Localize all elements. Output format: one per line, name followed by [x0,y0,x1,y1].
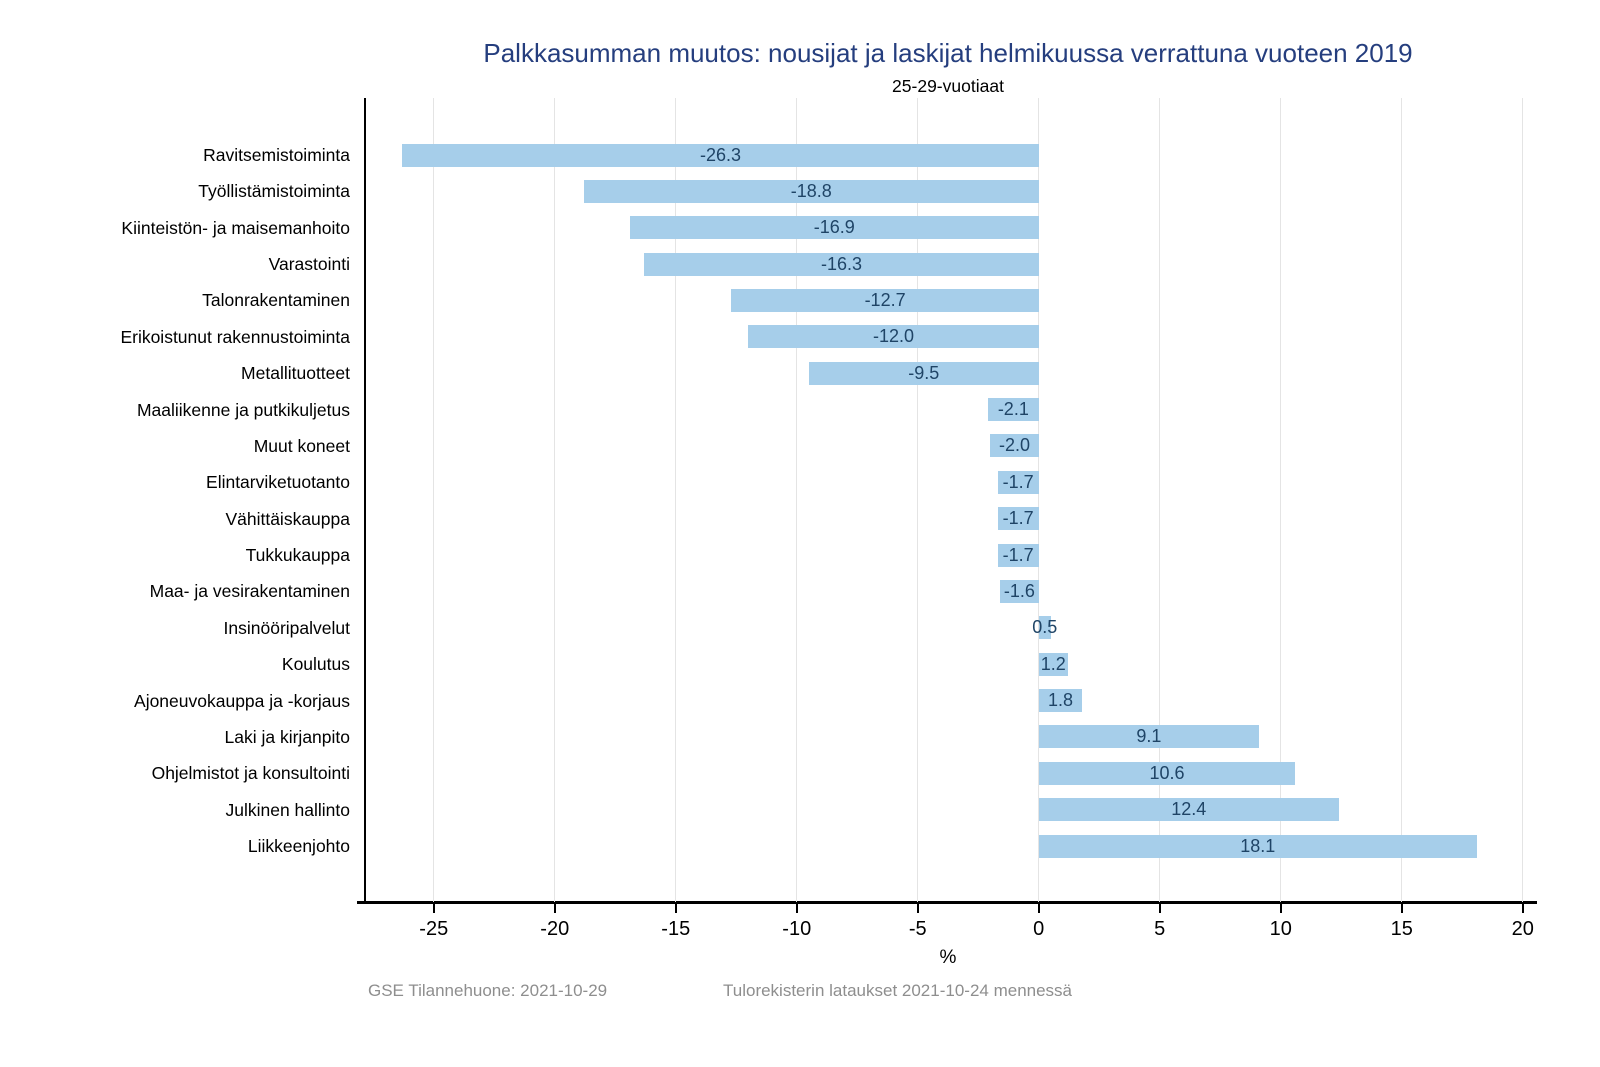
x-tick-label--15: -15 [661,918,691,940]
y-axis-line [364,98,366,903]
category-label: Julkinen hallinto [225,799,350,820]
bar-value-label: 18.1 [1240,835,1276,856]
gridline-x-20 [1522,98,1523,902]
bar-value-label: -1.7 [1002,508,1034,529]
chart-title: Palkkasumman muutos: nousijat ja laskijat helmikuussa verrattuna vuoteen 2019 [483,38,1413,68]
bar-value-label: -18.8 [790,180,832,201]
category-label: Maaliikenne ja putkikuljetus [136,399,350,420]
bar-value-label: 10.6 [1149,762,1185,783]
x-tick-label-5: 5 [1154,918,1166,940]
footer-note-source: GSE Tilannehuone: 2021-10-29 [368,981,608,1000]
x-tick-label-20: 20 [1511,918,1534,940]
x-tick-label--25: -25 [419,918,449,940]
x-axis-title: % [939,947,957,968]
gridline-x-15 [1401,98,1402,902]
x-tick-label--10: -10 [782,918,812,940]
bar-value-label: -1.7 [1002,471,1034,492]
category-label: Metallituotteet [241,363,350,384]
x-tick--10 [796,904,798,913]
x-tick-label--20: -20 [540,918,570,940]
plot-area [366,98,1534,968]
bar-value-label: -2.1 [997,399,1029,420]
category-label: Erikoistunut rakennustoiminta [120,326,350,347]
bar-value-label: 1.2 [1040,653,1066,674]
bar-value-label: -9.5 [908,362,940,383]
category-label: Työllistämistoiminta [198,181,350,202]
bar-value-label: -26.3 [700,144,742,165]
x-tick-5 [1159,904,1161,913]
x-tick-0 [1038,904,1040,913]
bar-value-label: -1.7 [1002,544,1034,565]
bar-value-label: -1.6 [1003,580,1035,601]
category-label: Liikkeenjohto [247,836,350,857]
x-tick--20 [554,904,556,913]
x-tick--25 [433,904,435,913]
x-tick-15 [1401,904,1403,913]
chart-subtitle: 25-29-vuotiaat [892,76,1004,96]
bar-value-label: -12.7 [864,289,906,310]
bar-value-label: -12.0 [873,326,915,347]
bar-value-label: 12.4 [1171,799,1207,820]
x-tick-10 [1280,904,1282,913]
x-tick--5 [917,904,919,913]
bar-value-label: -2.0 [999,435,1031,456]
category-label: Talonrakentaminen [202,290,350,311]
category-label: Vähittäiskauppa [225,508,350,529]
footer-note-data-load: Tulorekisterin lataukset 2021-10-24 mennessä [723,981,1073,1000]
bar-value-label: -16.9 [813,217,855,238]
x-tick-label-10: 10 [1269,918,1292,940]
x-tick-20 [1522,904,1524,913]
category-label: Elintarviketuotanto [206,472,350,493]
bar-value-label: 9.1 [1136,726,1162,747]
category-label: Tukkukauppa [245,545,350,566]
category-label: Koulutus [281,654,350,675]
category-label: Ohjelmistot ja konsultointi [151,763,350,784]
gridline-x--20 [554,98,555,902]
category-label: Ajoneuvokauppa ja -korjaus [134,690,350,711]
x-tick-label-15: 15 [1390,918,1413,940]
category-label: Muut koneet [253,435,350,456]
gridline-x--25 [433,98,434,902]
bar-value-label: -16.3 [821,253,863,274]
category-label: Maa- ja vesirakentaminen [149,581,350,602]
bar-value-label: 0.5 [1032,617,1058,638]
x-tick-label--5: -5 [908,918,927,940]
category-label: Insinööripalvelut [223,617,350,638]
category-label: Ravitsemistoiminta [203,145,350,165]
category-axis-labels [0,98,350,902]
x-tick-label-0: 0 [1033,918,1045,940]
category-label: Laki ja kirjanpito [224,726,350,747]
bar-value-label: 1.8 [1048,690,1074,711]
category-label: Kiinteistön- ja maisemanhoito [121,217,350,238]
category-label: Varastointi [268,254,350,275]
x-tick--15 [675,904,677,913]
x-axis-line [357,901,1537,904]
